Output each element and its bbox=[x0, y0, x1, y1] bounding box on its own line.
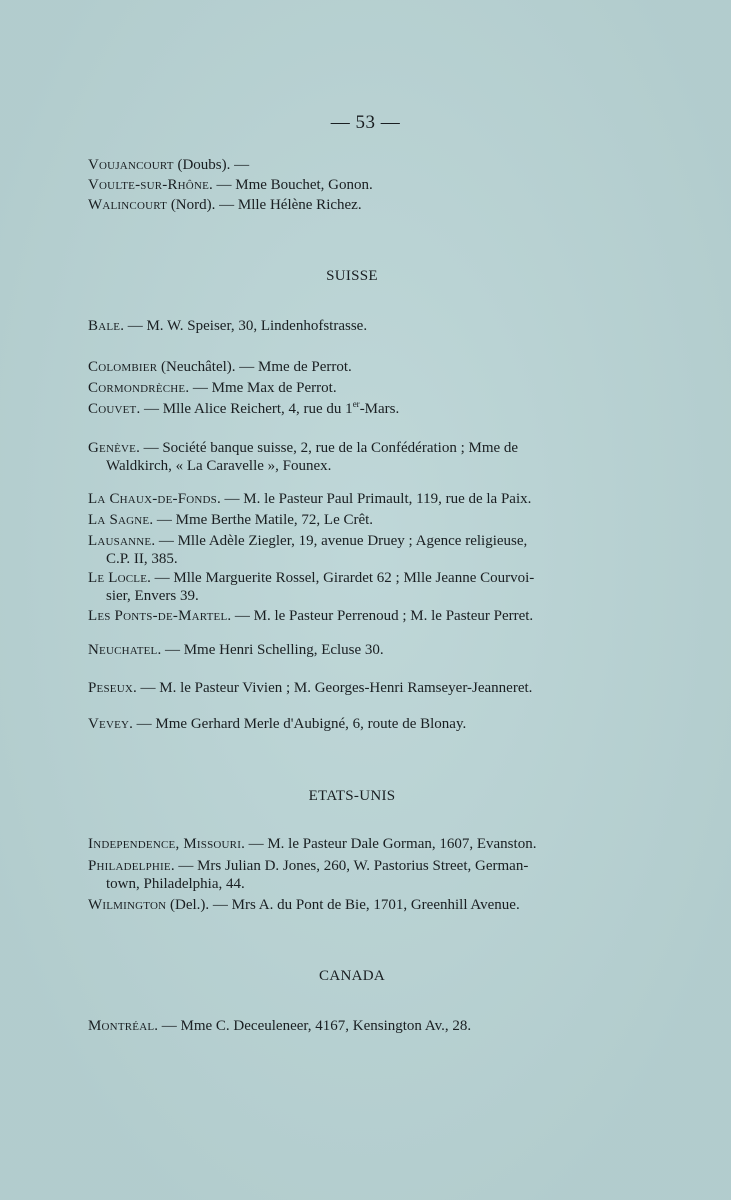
entry-text: . — Mlle Adèle Ziegler, 19, avenue Druey ; Agence religieuse, bbox=[151, 533, 528, 549]
entry-text: . — Mme Henri Schelling, Ecluse 30. bbox=[157, 642, 384, 658]
entry-text: . — Mme C. Deceuleneer, 4167, Kensington Av., 28. bbox=[154, 1018, 472, 1034]
entry-vevey bbox=[88, 716, 618, 734]
entry-voulte-sur-rhone bbox=[88, 177, 618, 195]
place-name: Walincourt bbox=[88, 197, 168, 213]
entry-montreal bbox=[88, 1018, 618, 1036]
entry-independence-missouri bbox=[88, 836, 618, 854]
entry-text: . — Mlle Alice Reichert, 4, rue du 1 bbox=[136, 401, 353, 417]
entry-wilmington bbox=[88, 897, 618, 915]
entry-cormondreche bbox=[88, 380, 618, 398]
entry-text: . — M. le Pasteur Vivien ; M. Georges-Henri Ramseyer-Jeanneret. bbox=[133, 680, 533, 696]
entry-text: . — Mme Bouchet, Gonon. bbox=[209, 177, 373, 193]
place-name: Lausanne bbox=[88, 533, 152, 549]
entry-les-ponts-de-martel bbox=[88, 608, 618, 626]
entry-continuation: C.P. II, 385. bbox=[106, 550, 178, 567]
place-name: Peseux bbox=[88, 680, 133, 696]
entry-continuation: sier, Envers 39. bbox=[106, 587, 199, 604]
entry-text: . — Société banque suisse, 2, rue de la Confédération ; Mme de bbox=[136, 440, 519, 456]
place-name: Voulte-sur-Rhône bbox=[88, 177, 210, 193]
entry-text: . — M. le Pasteur Perrenoud ; M. le Pasteur Perret. bbox=[227, 608, 534, 624]
entry-text: (Doubs). — bbox=[173, 157, 250, 173]
place-name: Les Ponts-de-Martel bbox=[88, 608, 228, 624]
entry-colombier bbox=[88, 359, 618, 377]
place-name: Genève bbox=[88, 440, 137, 456]
place-name: Voujancourt bbox=[88, 157, 174, 173]
place-name: La Chaux-de-Fonds bbox=[88, 491, 217, 507]
entry-text: . — M. le Pasteur Paul Primault, 119, rue de la Paix. bbox=[216, 491, 532, 507]
entry-continuation: town, Philadelphia, 44. bbox=[106, 875, 245, 892]
entry-text: . — M. le Pasteur Dale Gorman, 1607, Evanston. bbox=[241, 836, 537, 852]
entry-text: (Nord). — Mlle Hélène Richez. bbox=[167, 197, 362, 213]
entry-text: (Del.). — Mrs A. du Pont de Bie, 1701, Greenhill Avenue. bbox=[166, 897, 520, 913]
section-heading-etats-unis: ETATS-UNIS bbox=[308, 788, 396, 804]
place-name: Philadelphie bbox=[88, 858, 171, 874]
entry-text: . — Mme Max de Perrot. bbox=[185, 380, 337, 396]
entry-peseux bbox=[88, 680, 618, 698]
place-name: Wilmington bbox=[88, 897, 167, 913]
entry-le-locle bbox=[88, 570, 618, 605]
entry-la-sagne bbox=[88, 512, 618, 530]
ordinal-superscript: er bbox=[352, 399, 360, 409]
entry-neuchatel bbox=[88, 642, 618, 660]
place-name: Couvet bbox=[88, 401, 137, 417]
entry-text: . — Mme Gerhard Merle d'Aubigné, 6, route de Blonay. bbox=[129, 716, 467, 732]
entry-text: (Neuchâtel). — Mme de Perrot. bbox=[157, 359, 352, 375]
place-name: Cormondrèche bbox=[88, 380, 186, 396]
place-name: La Sagne bbox=[88, 512, 150, 528]
entry-walincourt bbox=[88, 197, 618, 215]
place-name: Vevey bbox=[88, 716, 130, 732]
place-name: Independence, Missouri bbox=[88, 836, 242, 852]
entry-philadelphie bbox=[88, 858, 618, 893]
place-name: Montréal bbox=[88, 1018, 155, 1034]
entry-continuation: Waldkirch, « La Caravelle », Founex. bbox=[106, 457, 332, 474]
entry-couvet bbox=[88, 401, 618, 419]
entry-text: . — Mlle Marguerite Rossel, Girardet 62 ; Mlle Jeanne Courvoi- bbox=[147, 570, 535, 586]
section-heading-canada: CANADA bbox=[319, 968, 385, 984]
entry-text: -Mars. bbox=[359, 401, 400, 417]
entry-lausanne bbox=[88, 533, 618, 568]
entry-text: . — Mrs Julian D. Jones, 260, W. Pastorius Street, German- bbox=[170, 858, 529, 874]
entry-la-chaux-de-fonds bbox=[88, 491, 618, 509]
place-name: Neuchatel bbox=[88, 642, 158, 658]
place-name: Bale bbox=[88, 318, 121, 334]
place-name: Colombier bbox=[88, 359, 158, 375]
entry-bale bbox=[88, 318, 618, 336]
entry-text: . — M. W. Speiser, 30, Lindenhofstrasse. bbox=[120, 318, 368, 334]
section-heading-suisse: SUISSE bbox=[326, 268, 378, 284]
entry-geneve bbox=[88, 440, 618, 475]
page-number: — 53 — bbox=[330, 112, 401, 133]
place-name: Le Locle bbox=[88, 570, 148, 586]
entry-text: . — Mme Berthe Matile, 72, Le Crêt. bbox=[149, 512, 374, 528]
entry-voujancourt bbox=[88, 157, 618, 175]
